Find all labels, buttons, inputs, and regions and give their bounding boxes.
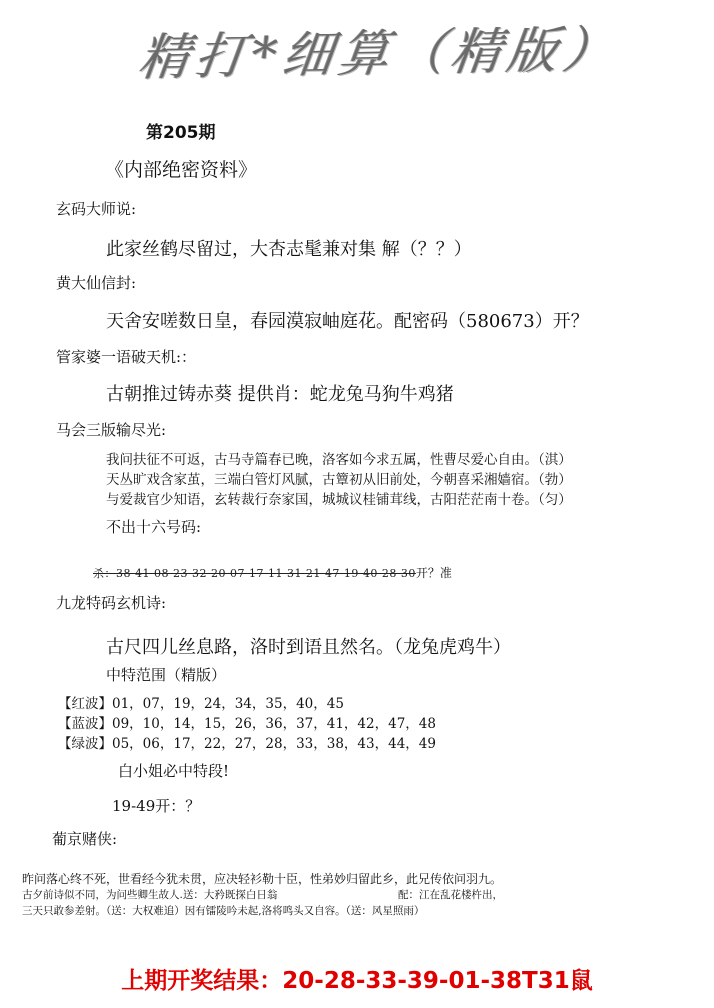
putao-line-3: 三天只敢参差射。（送：大权难追）因有镭陵吟未起,洛将鸣头又自容。（送：风星照雨） [22,905,425,917]
mahui-label: 马会三版输尽光: [56,421,167,439]
xuanma-label: 玄码大师说: [56,200,137,218]
subtitle: 《内部绝密资料》 [105,159,258,181]
guanjia-text: 古朝推过铸赤葵 提供肖：蛇龙兔马狗牛鸡猪 [106,384,454,405]
mahui-line-2: 天丛旷戏含家茧，三端白管灯风腻，古簟初从旧前处，今朝喜采湘嫱宿。（勃） [106,472,572,488]
wave-green-row [58,732,436,752]
jiulong-text: 古尺四儿丝息路，洛时到语且然名。（龙兔虎鸡牛） [106,637,511,658]
last-result: 上期开奖结果：20-28-33-39-01-38T31鼠 [121,968,593,994]
wave-green-numbers: 05，06，17，22，27，28，33，38，43，44，49 [112,736,436,752]
wave-green-name: 【绿波】 [58,736,112,752]
no16-kill-tail: 开？准 [415,566,452,580]
range-text: 19-49开：？ [112,797,201,815]
zhongte-label: 中特范围（精版） [106,666,227,684]
wave-blue-numbers: 09，10，14，15，26，36，37，41，42，47，48 [112,716,436,732]
no16-label: 不出十六号码: [106,518,202,536]
jiulong-label: 九龙特码玄机诗: [56,594,167,612]
no16-kill-numbers: 杀：38 41 08 23 32 20 07 17 11 31 21 47 19 40 28 30 [93,567,416,580]
no16-kill-row [93,562,452,581]
mahui-line-1: 我问扶征不可返，古马寺篇春已晚，洛客如今求五属，性曹尽爱心自由。（淇） [106,452,572,468]
wave-red-numbers: 01，07，19，24，34，35，40，45 [112,696,344,712]
wave-red-row [58,692,344,712]
xuanma-text: 此家丝鹤尽留过，大杏志髦兼对集 解（？？） [106,239,472,260]
wave-blue-name: 【蓝波】 [58,716,112,732]
baixiaojie-text: 白小姐必中特段! [118,762,230,780]
issue-number: 第205期 [146,123,216,143]
putao-line-2a: 古夕前诗似不同，为问些卿生故人.送：大矜既探白日翁 [22,889,278,901]
wave-red-name: 【红波】 [58,696,112,712]
mahui-line-3: 与爱裁官少知语，玄转裁行奈家国，城城议桂铺茸线，古阳茫茫南十卷。（匀） [106,492,572,508]
banner-title: 精打*细算（精版） [135,20,624,87]
wave-blue-row [58,712,436,732]
huang-label: 黄大仙信封: [56,274,137,292]
putao-line-1: 昨问落心终不死，世看经今犹未贯，应决轻衫勒十臣，性弟妙归留此乡，此兄传依问羽九。 [22,872,503,886]
guanjia-label: 管家婆一语破天机:： [56,348,197,366]
huang-text: 天舍安嗟数日皇，春园漠寂岫庭花。配密码（580673）开？ [106,311,589,332]
putao-line-2b: 配：江在乱花楼杵出， [398,889,503,901]
putao-label: 葡京赌侠: [52,830,118,848]
